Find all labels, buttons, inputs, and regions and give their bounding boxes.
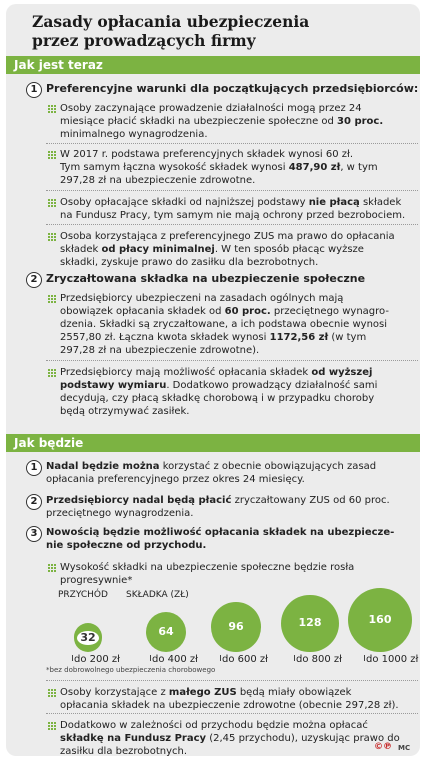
x-tick-label: do 400 zł <box>152 654 199 665</box>
bubble-value-label: 64 <box>158 624 174 638</box>
bubble-value-label: 96 <box>228 620 244 634</box>
footnote: *bez dobrowolnego ubezpieczenia chorobowego <box>46 666 216 674</box>
bubble-value-label: 32 <box>77 631 99 645</box>
bullet-text: Przedsiębiorcy mają możliwość opłacania składek od wyższej podstawy wymiaru. Dodatkowo prowadzący działalność sami decydują, czy płacą składkę chorobową i w przypadku choroby będą otrzymywać zasiłek. <box>60 367 378 417</box>
point-number: 3 <box>26 526 42 542</box>
grid-bullet-icon <box>48 199 56 207</box>
author-initials: MC <box>398 744 411 752</box>
x-tick <box>72 655 73 661</box>
bubble-value-label: 160 <box>368 613 392 626</box>
grid-bullet-icon <box>48 233 56 241</box>
grid-bullet-icon <box>48 722 56 730</box>
grid-bullet-icon <box>48 564 56 572</box>
point-number: 1 <box>26 82 42 98</box>
point-heading: Zryczałtowana składka na ubezpieczenie społeczne <box>46 272 366 285</box>
bullet-text: Osoba korzystająca z preferencyjnego ZUS ma prawo do opłacania składek od płacy minimalnej. W ten sposób płacąc wyższe składki, zyskuje prawo do zasiłku dla bezrobotnych. <box>60 231 395 268</box>
point-number: 1 <box>26 460 42 476</box>
section-header-now: Jak jest teraz <box>6 56 420 74</box>
x-tick <box>150 655 151 661</box>
bullet-text: Osoby zaczynające prowadzenie działalności mogą przez 24 miesiące płacić składki na ubezpieczenie społeczne od 30 proc. minimalnego wynagrodzenia. <box>60 103 384 140</box>
point-heading: Preferencyjne warunki dla początkujących przedsiębiorców: <box>46 82 419 95</box>
x-tick-label: do 1000 zł <box>366 654 419 665</box>
grid-bullet-icon <box>48 689 56 697</box>
point-number: 2 <box>26 494 42 510</box>
value-axis-title: SKŁADKA (ZŁ) <box>126 590 189 600</box>
x-axis-title: PRZYCHÓD <box>58 590 108 600</box>
divider <box>46 143 418 144</box>
x-tick <box>220 655 221 661</box>
divider <box>46 224 418 225</box>
point-number: 2 <box>26 272 42 288</box>
section-header-future: Jak będzie <box>6 434 420 452</box>
divider <box>46 360 418 361</box>
point-text: Przedsiębiorcy nadal będą płacić zryczałtowany ZUS od 60 proc. przeciętnego wynagrodzenia. <box>46 495 390 519</box>
divider <box>46 190 418 191</box>
grid-bullet-icon <box>48 105 56 113</box>
bullet-text: Osoby korzystające z małego ZUS będą miały obowiązek opłacania składek na ubezpieczenie zdrowotne (obecnie 297,28 zł). <box>60 687 399 711</box>
grid-bullet-icon <box>48 369 56 377</box>
grid-bullet-icon <box>48 295 56 303</box>
bubble-value-label: 128 <box>298 616 322 630</box>
bullet-text: Osoby opłacające składki od najniższej podstawy nie płacą składek na Fundusz Pracy, tym samym nie mają ochrony przed bezrobociem. <box>60 197 406 221</box>
x-tick-label: do 200 zł <box>74 654 121 665</box>
x-tick <box>294 655 295 661</box>
x-tick-label: do 800 zł <box>296 654 343 665</box>
page-title: Zasady opłacania ubezpieczenia przez prowadzących firmy <box>32 12 310 50</box>
chart-intro: Wysokość składki na ubezpieczenie społeczne będzie rosła progresywnie* <box>60 562 355 586</box>
point-text: Nowością będzie możliwość opłacania składek na ubezpiecze- nie społeczne od przychodu. <box>46 527 395 551</box>
bullet-text: W 2017 r. podstawa preferencyjnych składek wynosi 60 zł. Tym samym łączna wysokość składek wynosi 487,90 zł, w tym 297,28 zł na ubezpieczenie zdrowotne. <box>60 149 378 186</box>
x-tick-label: do 600 zł <box>222 654 269 665</box>
bullet-text: Przedsiębiorcy ubezpieczeni na zasadach ogólnych mają obowiązek opłacania składek od 60 proc. przeciętnego wynagro- dzenia. Składki są zryczałtowane, a ich podstawa obecnie wynosi 2557,80 zł. Łączna kwota składek wynosi 1172,56 zł (w tym 297,28 zł na ubezpieczenie zdrowotne). <box>60 293 389 356</box>
infographic-card <box>6 4 420 756</box>
bullet-text: Dodatkowo w zależności od przychodu będzie można opłacać składkę na Fundusz Pracy (2,45 przychodu), uzyskując prawo do zasiłku dla bezrobotnych. <box>60 720 400 756</box>
divider <box>46 680 418 681</box>
publisher-logo: ©℗ <box>374 742 392 752</box>
x-tick <box>364 655 365 661</box>
divider <box>46 713 418 714</box>
grid-bullet-icon <box>48 151 56 159</box>
point-text: Nadal będzie można korzystać z obecnie obowiązujących zasad opłacania preferencyjnego przez okres 24 miesięcy. <box>46 461 377 485</box>
